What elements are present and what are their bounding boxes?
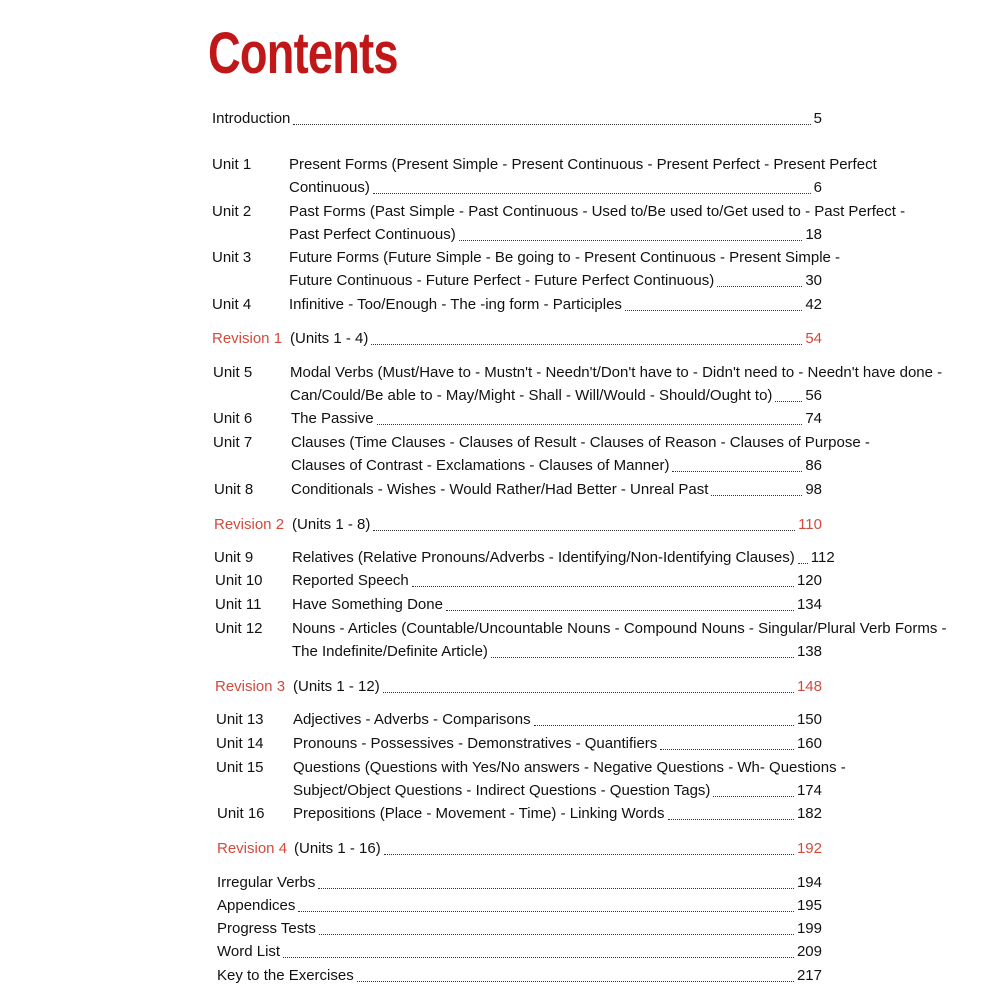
unit-15-title: Subject/Object Questions - Indirect Questions - Question Tags) — [293, 782, 711, 799]
unit-5-page-number: 56 — [805, 387, 822, 404]
unit-5-row — [290, 387, 822, 405]
dot-leader — [625, 309, 802, 311]
unit-6-row — [291, 410, 822, 428]
unit-1-row — [289, 179, 822, 197]
unit-3-label: Unit 3 — [212, 249, 252, 266]
dot-leader — [412, 585, 794, 587]
unit-4-label: Unit 4 — [212, 296, 252, 313]
dot-leader — [357, 980, 794, 982]
unit-12-title-line: Nouns - Articles (Countable/Uncountable Nouns - Compound Nouns - Singular/Plural Verb Forms - — [292, 620, 947, 637]
unit-2-row — [289, 226, 822, 244]
unit-10-row — [292, 572, 822, 590]
unit-11-page-number: 134 — [796, 596, 822, 613]
dot-leader — [491, 656, 794, 658]
unit-1-label: Unit 1 — [212, 156, 252, 173]
revision-1-page-number: 54 — [805, 330, 822, 347]
unit-5-title-line: Modal Verbs (Must/Have to - Mustn't - Needn't/Don't have to - Didn't need to - Needn't have done - — [290, 364, 943, 381]
unit-11-label: Unit 11 — [215, 596, 262, 613]
dot-leader — [283, 956, 794, 958]
revision-2-title: (Units 1 - 8) — [292, 516, 371, 533]
introduction-row — [212, 110, 822, 128]
unit-10-label: Unit 10 — [215, 572, 263, 589]
unit-11-row — [292, 596, 822, 614]
irregular-verbs-page-number: 194 — [796, 874, 822, 891]
unit-7-row — [291, 457, 822, 475]
unit-13-row — [293, 711, 822, 729]
unit-7-title-line: Clauses (Time Clauses - Clauses of Result - Clauses of Reason - Clauses of Purpose - — [291, 434, 870, 451]
revision-3-label: Revision 3 — [215, 678, 286, 695]
introduction-title: Introduction — [212, 110, 291, 127]
revision-2-label: Revision 2 — [214, 516, 285, 533]
dot-leader — [293, 123, 810, 125]
revision-3-page-number: 148 — [796, 678, 822, 695]
revision-1-title: (Units 1 - 4) — [290, 330, 369, 347]
unit-12-row — [292, 643, 822, 661]
unit-10-title: Reported Speech — [292, 572, 409, 589]
irregular-verbs-row — [217, 874, 822, 892]
key-to-the-exercises-title: Key to the Exercises — [217, 967, 354, 984]
key-to-the-exercises-page-number: 217 — [796, 967, 822, 984]
unit-1-title: Continuous) — [289, 179, 370, 196]
dot-leader — [318, 887, 794, 889]
unit-6-label: Unit 6 — [213, 410, 253, 427]
appendices-title: Appendices — [217, 897, 296, 914]
unit-14-page-number: 160 — [796, 735, 822, 752]
dot-leader — [383, 691, 794, 693]
dot-leader — [798, 562, 808, 564]
unit-14-label: Unit 14 — [216, 735, 264, 752]
revision-1-row — [290, 330, 822, 348]
dot-leader — [775, 400, 802, 402]
unit-5-label: Unit 5 — [213, 364, 253, 381]
unit-8-title: Conditionals - Wishes - Would Rather/Had Better - Unreal Past — [291, 481, 709, 498]
unit-14-title: Pronouns - Possessives - Demonstratives - Quantifiers — [293, 735, 658, 752]
revision-4-row — [294, 840, 822, 858]
dot-leader — [672, 470, 802, 472]
appendices-row — [217, 897, 822, 915]
unit-7-label: Unit 7 — [213, 434, 253, 451]
revision-2-page-number: 110 — [798, 516, 822, 533]
dot-leader — [298, 910, 794, 912]
key-to-the-exercises-row — [217, 967, 822, 985]
unit-2-label: Unit 2 — [212, 203, 252, 220]
dot-leader — [713, 795, 794, 797]
unit-4-title: Infinitive - Too/Enough - The -ing form - Participles — [289, 296, 622, 313]
irregular-verbs-title: Irregular Verbs — [217, 874, 316, 891]
revision-1-label: Revision 1 — [212, 330, 283, 347]
unit-10-page-number: 120 — [796, 572, 822, 589]
introduction-page-number: 5 — [813, 110, 822, 127]
unit-15-title-line: Questions (Questions with Yes/No answers - Negative Questions - Wh- Questions - — [293, 759, 846, 776]
dot-leader — [717, 285, 802, 287]
unit-9-row — [292, 549, 835, 567]
unit-3-row — [289, 272, 822, 290]
dot-leader — [534, 724, 794, 726]
unit-7-title: Clauses of Contrast - Exclamations - Clauses of Manner) — [291, 457, 670, 474]
unit-14-row — [293, 735, 822, 753]
dot-leader — [373, 192, 811, 194]
unit-16-label: Unit 16 — [217, 805, 265, 822]
unit-15-row — [293, 782, 822, 800]
dot-leader — [384, 853, 794, 855]
revision-4-page-number: 192 — [796, 840, 822, 857]
unit-12-label: Unit 12 — [215, 620, 263, 637]
unit-9-page-number: 112 — [810, 549, 835, 566]
revision-3-row — [293, 678, 822, 696]
unit-7-page-number: 86 — [805, 457, 822, 474]
dot-leader — [371, 343, 802, 345]
dot-leader — [711, 494, 802, 496]
revision-4-label: Revision 4 — [217, 840, 288, 857]
dot-leader — [660, 748, 794, 750]
revision-3-title: (Units 1 - 12) — [293, 678, 380, 695]
revision-4-title: (Units 1 - 16) — [294, 840, 381, 857]
unit-13-title: Adjectives - Adverbs - Comparisons — [293, 711, 531, 728]
word-list-page-number: 209 — [796, 943, 822, 960]
unit-2-title-line: Past Forms (Past Simple - Past Continuous - Used to/Be used to/Get used to - Past Perfect - — [289, 203, 906, 220]
unit-16-row — [293, 805, 822, 823]
unit-9-label: Unit 9 — [214, 549, 254, 566]
dot-leader — [373, 529, 795, 531]
dot-leader — [446, 609, 794, 611]
unit-8-row — [291, 481, 822, 499]
unit-1-title-line: Present Forms (Present Simple - Present Continuous - Present Perfect - Present Perfect — [289, 156, 877, 173]
unit-4-row — [289, 296, 822, 314]
unit-11-title: Have Something Done — [292, 596, 443, 613]
unit-4-page-number: 42 — [805, 296, 822, 313]
unit-8-label: Unit 8 — [214, 481, 254, 498]
dot-leader — [377, 423, 803, 425]
unit-8-page-number: 98 — [805, 481, 822, 498]
unit-3-page-number: 30 — [805, 272, 822, 289]
unit-2-page-number: 18 — [805, 226, 822, 243]
unit-2-title: Past Perfect Continuous) — [289, 226, 456, 243]
progress-tests-title: Progress Tests — [217, 920, 316, 937]
unit-13-page-number: 150 — [796, 711, 822, 728]
unit-15-page-number: 174 — [796, 782, 822, 799]
unit-12-title: The Indefinite/Definite Article) — [292, 643, 488, 660]
unit-3-title-line: Future Forms (Future Simple - Be going to - Present Continuous - Present Simple - — [289, 249, 841, 266]
unit-13-label: Unit 13 — [216, 711, 264, 728]
progress-tests-page-number: 199 — [796, 920, 822, 937]
dot-leader — [459, 239, 803, 241]
appendices-page-number: 195 — [796, 897, 822, 914]
unit-12-page-number: 138 — [796, 643, 822, 660]
revision-2-row — [292, 516, 822, 534]
unit-5-title: Can/Could/Be able to - May/Might - Shall - Will/Would - Should/Ought to) — [290, 387, 773, 404]
page-title: Contents — [208, 21, 398, 86]
unit-16-title: Prepositions (Place - Movement - Time) - Linking Words — [293, 805, 665, 822]
unit-1-page-number: 6 — [813, 179, 822, 196]
unit-3-title: Future Continuous - Future Perfect - Future Perfect Continuous) — [289, 272, 715, 289]
progress-tests-row — [217, 920, 822, 938]
unit-6-title: The Passive — [291, 410, 374, 427]
unit-16-page-number: 182 — [796, 805, 822, 822]
unit-15-label: Unit 15 — [216, 759, 264, 776]
dot-leader — [668, 818, 794, 820]
word-list-title: Word List — [217, 943, 281, 960]
word-list-row — [217, 943, 822, 961]
unit-9-title: Relatives (Relative Pronouns/Adverbs - Identifying/Non-Identifying Clauses) — [292, 549, 795, 566]
dot-leader — [319, 933, 794, 935]
unit-6-page-number: 74 — [805, 410, 822, 427]
